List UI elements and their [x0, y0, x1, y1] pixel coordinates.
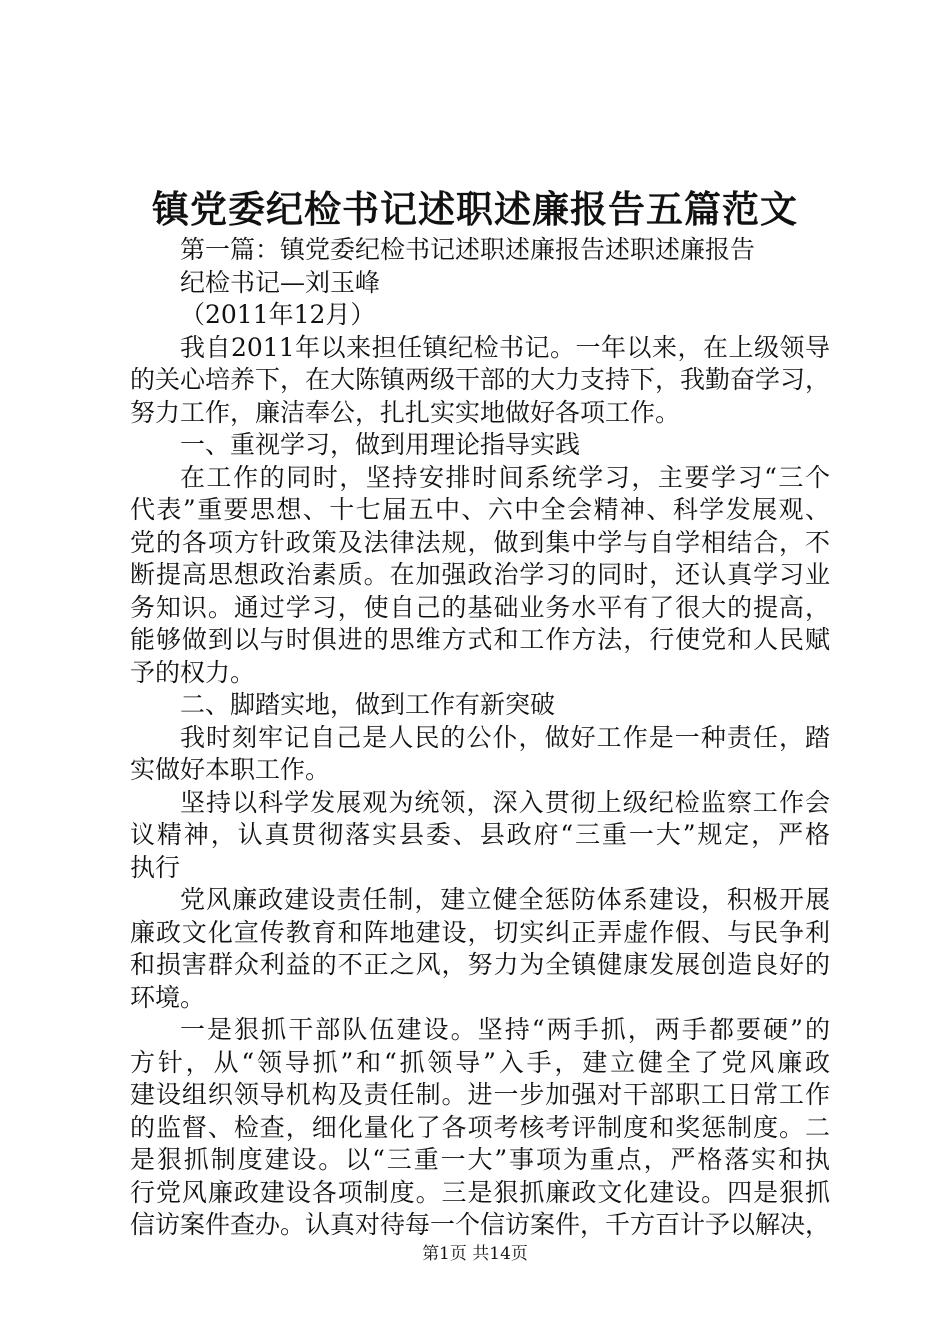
- paragraph-line: 党风廉政建设责任制，建立健全惩防体系建设，积极开展: [180, 885, 830, 914]
- paragraph-line: 努力工作，廉洁奉公，扎扎实实地做好各项工作。: [130, 397, 681, 427]
- paragraph-line: 予的权力。: [130, 657, 256, 687]
- document-body: [130, 234, 830, 1242]
- paragraph-line: 和损害群众利益的不正之风，努力为全镇健康发展创造良好的: [130, 950, 830, 979]
- paragraph-line: 代表”重要思想、十七届五中、六中全会精神、科学发展观、: [130, 495, 830, 524]
- document-title: 镇党委纪检书记述职述廉报告五篇范文: [152, 187, 798, 231]
- paragraph-line: 建设组织领导机构及责任制。进一步加强对干部职工日常工作: [130, 1080, 830, 1109]
- paragraph-line: 的关心培养下，在大陈镇两级干部的大力支持下，我勤奋学习，: [130, 365, 831, 394]
- paragraph-line: 环境。: [130, 982, 206, 1012]
- page-footer: 第1页 共14页: [422, 1244, 528, 1264]
- paragraph-line: 议精神，认真贯彻落实县委、县政府“三重一大”规定，严格: [130, 820, 830, 849]
- paragraph-line: 廉政文化宣传教育和阵地建设，切实纠正弄虚作假、与民争利: [130, 917, 830, 947]
- paragraph-line: 方针，从“领导抓”和“抓领导”入手，建立健全了党风廉政: [130, 1047, 830, 1077]
- date-line: （2011年12月）: [180, 300, 376, 329]
- section-heading: 二、脚踏实地，做到工作有新突破: [180, 690, 556, 719]
- paragraph-line: 我时刻牢记自己是人民的公仆，做好工作是一种责任，踏: [180, 722, 830, 752]
- paragraph-line: 能够做到以与时俱进的思维方式和工作方法，行使党和人民赋: [130, 625, 830, 654]
- paragraph-line: 是狠抓制度建设。以“三重一大”事项为重点，严格落实和执: [130, 1145, 830, 1174]
- paragraph-line: 的监督、检查，细化量化了各项考核考评制度和奖惩制度。二: [130, 1112, 830, 1142]
- paragraph-line: 务知识。通过学习，使自己的基础业务水平有了很大的提高，: [130, 592, 830, 622]
- paragraph-line: 行党风廉政建设各项制度。三是狠抓廉政文化建设。四是狠抓: [130, 1177, 830, 1207]
- subtitle-line: 第一篇：镇党委纪检书记述职述廉报告述职述廉报告: [180, 235, 756, 264]
- paragraph-line: 执行: [130, 852, 181, 882]
- paragraph-line: 在工作的同时，坚持安排时间系统学习，主要学习“三个: [180, 462, 830, 492]
- author-line: 纪检书记—刘玉峰: [180, 267, 381, 297]
- paragraph-line: 实做好本职工作。: [130, 755, 331, 784]
- section-heading: 一、重视学习，做到用理论指导实践: [180, 430, 581, 459]
- paragraph-line: 断提高思想政治素质。在加强政治学习的同时，还认真学习业: [130, 560, 830, 589]
- paragraph-line: 我自2011年以来担任镇纪检书记。一年以来，在上级领导: [180, 332, 830, 362]
- paragraph-line: 信访案件查办。认真对待每一个信访案件，千方百计予以解决，: [130, 1210, 831, 1239]
- paragraph-line: 坚持以科学发展观为统领，深入贯彻上级纪检监察工作会: [180, 787, 830, 817]
- paragraph-line: 一是狠抓干部队伍建设。坚持“两手抓，两手都要硬”的: [180, 1015, 830, 1044]
- paragraph-line: 党的各项方针政策及法律法规，做到集中学与自学相结合，不: [130, 527, 830, 557]
